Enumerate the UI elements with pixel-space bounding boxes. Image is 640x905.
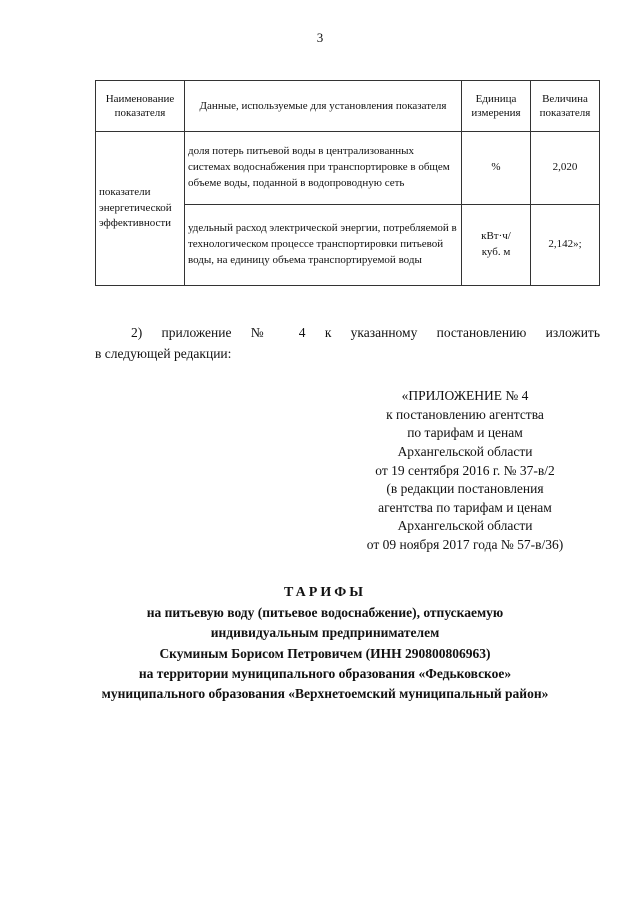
indicators-table <box>95 80 600 286</box>
amendment-paragraph <box>95 323 600 365</box>
appendix-line: Архангельской области <box>397 443 533 459</box>
indicator-group-name: показатели энергетической эффективности <box>96 132 185 286</box>
tariffs-line: Скуминым Борисом Петровичем (ИНН 290800806963) <box>159 645 491 661</box>
appendix-line: (в редакции постановления <box>386 481 544 497</box>
row-unit-line1: кВт·ч/ <box>481 230 511 243</box>
tariffs-line: на питьевую воду (питьевое водоснабжение), отпускаемую <box>146 605 504 620</box>
paragraph-line: 2) приложение № 4 к указанному постановлению изложить <box>131 325 600 340</box>
header-name: Наименование показателя <box>96 81 185 132</box>
row-unit: % <box>462 132 531 205</box>
appendix-line: Архангельской области <box>397 518 533 534</box>
tariffs-line: индивидуальным предпринимателем <box>210 625 440 641</box>
page-number: 3 <box>316 30 324 45</box>
header-data: Данные, используемые для установления показателя <box>185 81 462 132</box>
appendix-line: агентства по тарифам и ценам <box>378 499 552 515</box>
tariffs-line: муниципального образования «Верхнетоемский муниципальный район» <box>101 686 549 701</box>
table-row <box>96 132 600 205</box>
tariffs-heading <box>60 582 590 704</box>
row-data-text: доля потерь питьевой воды в централизованных системах водоснабжения при транспортировке в общем объеме воды, поданной в водопроводную сеть <box>185 132 462 205</box>
tariffs-line: на территории муниципального образования «Федьковское» <box>138 665 512 681</box>
header-unit: Единица измерения <box>462 81 531 132</box>
paragraph-line: в следующей редакции: <box>95 345 232 361</box>
appendix-line: по тарифам и ценам <box>407 425 523 441</box>
row-value: 2,142»; <box>531 205 600 286</box>
tariffs-title: ТАРИФЫ <box>284 585 366 600</box>
appendix-line: к постановлению агентства <box>386 406 544 422</box>
appendix-header <box>320 387 610 555</box>
appendix-line: от 19 сентября 2016 г. № 37-в/2 <box>375 462 555 478</box>
row-data-text: удельный расход электрической энергии, потребляемой в технологическом процессе транспортировки питьевой воды, на единицу объема транспортируемой воды <box>185 205 462 286</box>
header-value: Величина показателя <box>531 81 600 132</box>
table-header-row <box>96 81 600 132</box>
row-value: 2,020 <box>531 132 600 205</box>
appendix-line: «ПРИЛОЖЕНИЕ № 4 <box>401 388 529 403</box>
appendix-line: от 09 ноября 2017 года № 57-в/36) <box>366 537 564 552</box>
row-unit <box>462 205 531 286</box>
row-unit-line2: куб. м <box>481 246 511 258</box>
